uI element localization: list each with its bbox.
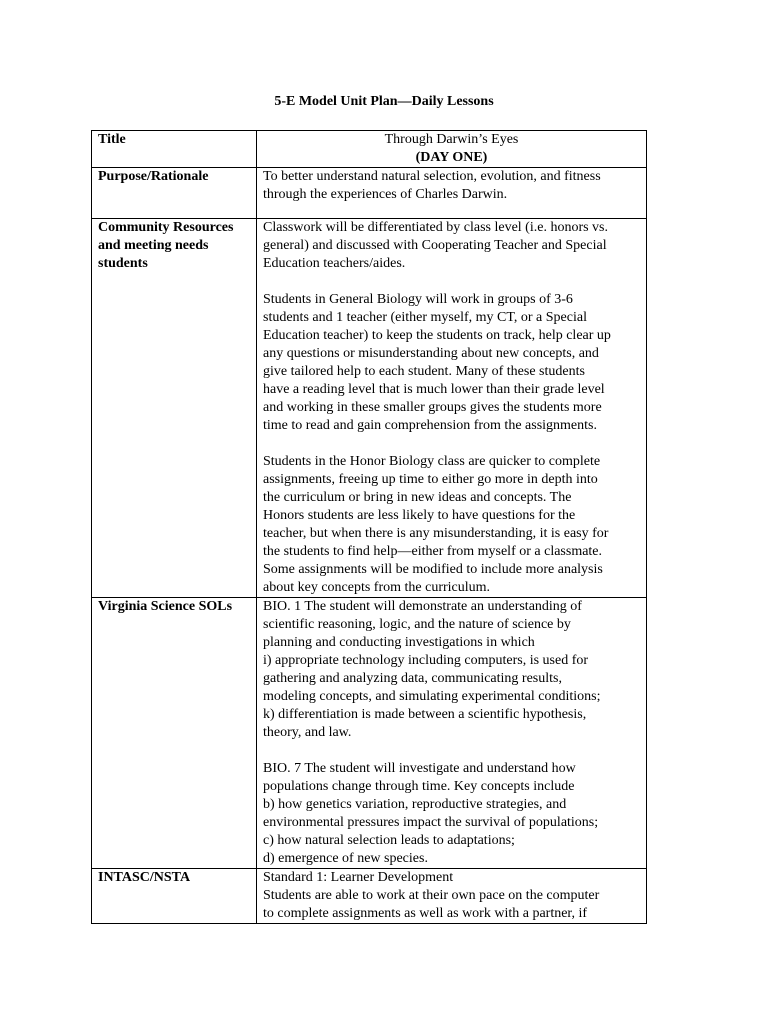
- community-paragraph: Students in General Biology will work in groups of 3-6 students and 1 teacher (either myself, my CT, or a Special Education teacher) to keep the students on track, help clear up any questions or misunderstanding about new concepts, and give tailored help to each student. Many of these students have a reading level that is much lower than their grade level and working in these smaller groups gives the students more time to read and gain comprehension from the assignments.: [263, 292, 611, 433]
- row-value-sols: [257, 598, 647, 869]
- row-value-purpose: [257, 168, 647, 219]
- row-label-intasc: INTASC/NSTA: [92, 869, 257, 924]
- row-label-title: Title: [92, 131, 257, 168]
- sol-paragraph: BIO. 7 The student will investigate and understand how populations change through time. Key concepts include b) how genetics variation, reproductive strategies, and environmental pressures impact the survival of populations; c) how natural selection leads to adaptations; d) emergence of new species.: [263, 761, 599, 866]
- intasc-text: Standard 1: Learner Development Students are able to work at their own pace on the computer to complete assignments as well as work with a partner, if: [263, 870, 600, 921]
- table-row-purpose: [92, 168, 647, 219]
- community-paragraph: Classwork will be differentiated by class level (i.e. honors vs. general) and discussed with Cooperating Teacher and Special Education teachers/aides.: [263, 220, 608, 271]
- lesson-title: Through Darwin’s Eyes: [384, 132, 519, 147]
- lesson-day: (DAY ONE): [415, 150, 488, 165]
- table-row-sols: [92, 598, 647, 869]
- page-title: 5-E Model Unit Plan—Daily Lessons: [274, 94, 494, 109]
- row-value-intasc: [257, 869, 647, 924]
- row-label-sols: Virginia Science SOLs: [92, 598, 257, 869]
- unit-plan-table: [91, 130, 647, 924]
- table-row-community: [92, 219, 647, 598]
- row-value-community: [257, 219, 647, 598]
- community-paragraph: Students in the Honor Biology class are quicker to complete assignments, freeing up time to either go more in depth into the curriculum or bring in new ideas and concepts. The Honors students are less likely to have questions for the teacher, but when there is any misunderstanding, it is easy for the students to find help—either from myself or a classmate. Some assignments will be modified to include more analysis about key concepts from the curriculum.: [263, 454, 609, 595]
- table-row-title: [92, 131, 647, 168]
- row-value-title: [257, 131, 647, 168]
- row-label-purpose: Purpose/Rationale: [92, 168, 257, 219]
- row-label-community: [92, 219, 257, 598]
- community-label: Community Resources and meeting needs students: [98, 220, 234, 271]
- purpose-text: To better understand natural selection, evolution, and fitness through the experiences of Charles Darwin.: [263, 169, 601, 202]
- table-row-intasc: [92, 869, 647, 924]
- sol-paragraph: BIO. 1 The student will demonstrate an understanding of scientific reasoning, logic, and the nature of science by planning and conducting investigations in which i) appropriate technology including computers, is used for gathering and analyzing data, communicating results, modeling concepts, and simulating experimental conditions; k) differentiation is made between a scientific hypothesis, theory, and law.: [263, 599, 601, 740]
